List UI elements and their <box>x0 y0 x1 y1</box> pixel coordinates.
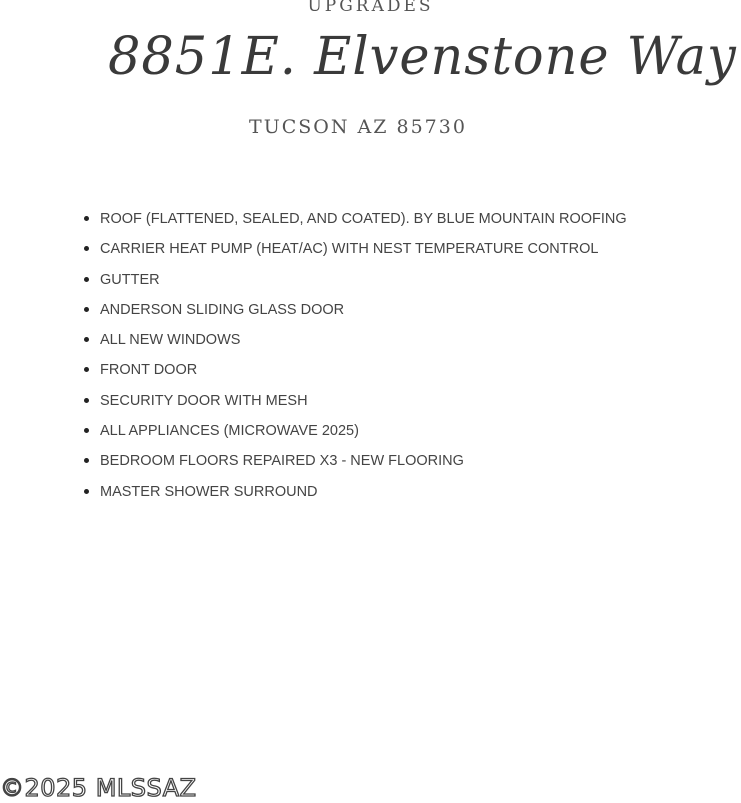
list-item <box>84 268 627 298</box>
bullet-icon <box>84 277 89 282</box>
list-item-text: FRONT DOOR <box>100 362 198 379</box>
list-item-text: CARRIER HEAT PUMP (HEAT/AC) WITH NEST TEMPERATURE CONTROL <box>100 241 599 258</box>
bullet-icon <box>84 307 89 312</box>
upgrades-list <box>84 207 627 510</box>
bullet-icon <box>84 337 89 342</box>
list-item-text: ALL NEW WINDOWS <box>100 332 241 349</box>
list-item <box>84 419 627 449</box>
list-item-text: SECURITY DOOR WITH MESH <box>100 392 308 409</box>
list-item-text: MASTER SHOWER SURROUND <box>100 483 318 500</box>
bullet-icon <box>84 398 89 403</box>
list-item <box>84 207 627 237</box>
list-item-text: ROOF (FLATTENED, SEALED, AND COATED). BY BLUE MOUNTAIN ROOFING <box>100 211 627 227</box>
list-item <box>84 358 627 388</box>
list-item <box>84 389 627 419</box>
bullet-icon <box>84 428 89 433</box>
list-item-text: ALL APPLIANCES (MICROWAVE 2025) <box>100 423 359 440</box>
list-item <box>84 298 627 328</box>
list-item-text: GUTTER <box>100 271 160 288</box>
bullet-icon <box>84 458 89 463</box>
list-item <box>84 449 627 479</box>
list-item <box>84 237 627 267</box>
city-state-zip: TUCSON AZ 85730 <box>249 116 467 138</box>
list-item-text: ANDERSON SLIDING GLASS DOOR <box>100 301 345 318</box>
list-item <box>84 328 627 358</box>
bullet-icon <box>84 489 89 494</box>
list-item <box>84 480 627 510</box>
bullet-icon <box>84 246 89 251</box>
bullet-icon <box>84 367 89 372</box>
property-address-script: 8851E. Elvenstone Way <box>108 27 737 87</box>
section-kicker: UPGRADES <box>307 0 434 16</box>
list-item-text: BEDROOM FLOORS REPAIRED X3 - NEW FLOORING <box>100 453 464 470</box>
bullet-icon <box>84 216 89 221</box>
copyright-watermark: ©2025 MLSSAZ <box>0 774 197 802</box>
